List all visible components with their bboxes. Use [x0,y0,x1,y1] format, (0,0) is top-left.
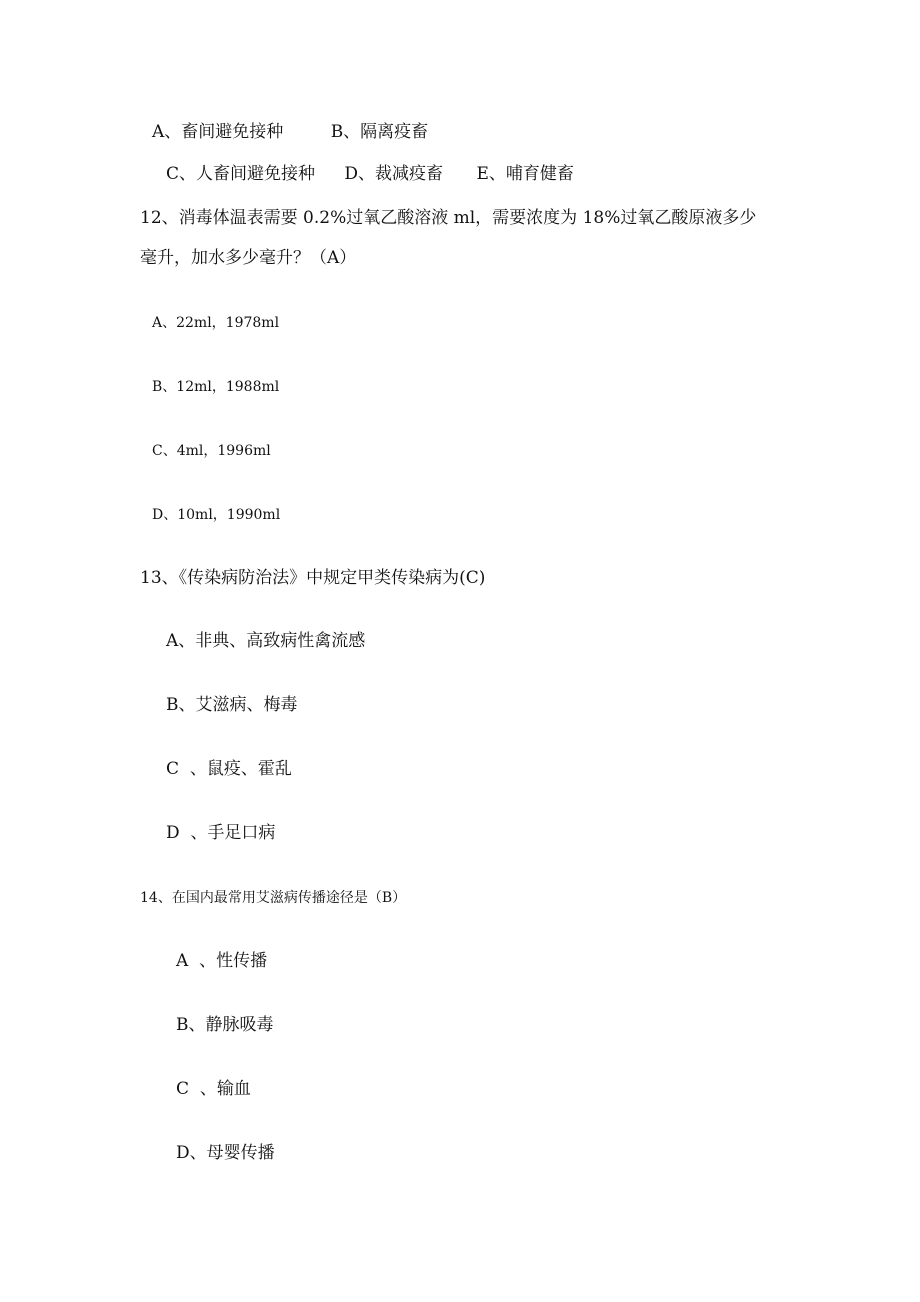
q12-question-line-1: 12、消毒体温表需要 0.2%过氧乙酸溶液 ml，需要浓度为 18%过氧乙酸原液多少 [140,208,757,228]
q14-option-b: B、静脉吸毒 [176,1015,274,1035]
q11-options-row-2 [166,166,574,183]
q14-option-c: C 、输血 [176,1079,251,1099]
q11-option-c: C、人畜间避免接种 [166,164,316,184]
q14-option-d: D、母婴传播 [176,1143,275,1163]
q12-option-d: D、10ml，1990ml [152,507,281,523]
q12-option-b: B、12ml，1988ml [152,379,280,395]
q11-options-row-1 [152,124,428,141]
q14-question: 14、在国内最常用艾滋病传播途径是（B） [140,890,407,906]
q12-option-a: A、22ml，1978ml [152,315,280,331]
q14-option-a: A 、性传播 [176,951,268,971]
q12-option-c: C、4ml，1996ml [152,443,271,459]
q12-question-line-2: 毫升，加水多少毫升？（A） [140,248,357,268]
q13-option-d: D 、手足口病 [166,823,276,843]
q13-option-b: B、艾滋病、梅毒 [166,695,298,715]
q11-option-e: E、哺育健畜 [476,164,574,184]
q11-option-b: B、隔离疫畜 [330,122,429,142]
q11-option-d: D、裁减疫畜 [344,164,444,184]
q13-question: 13、《传染病防治法》中规定甲类传染病为(C) [140,568,486,588]
q13-option-c: C 、鼠疫、霍乱 [166,759,292,779]
q11-option-a: A、畜间避免接种 [152,122,284,142]
q13-option-a: A、非典、高致病性禽流感 [166,631,366,651]
